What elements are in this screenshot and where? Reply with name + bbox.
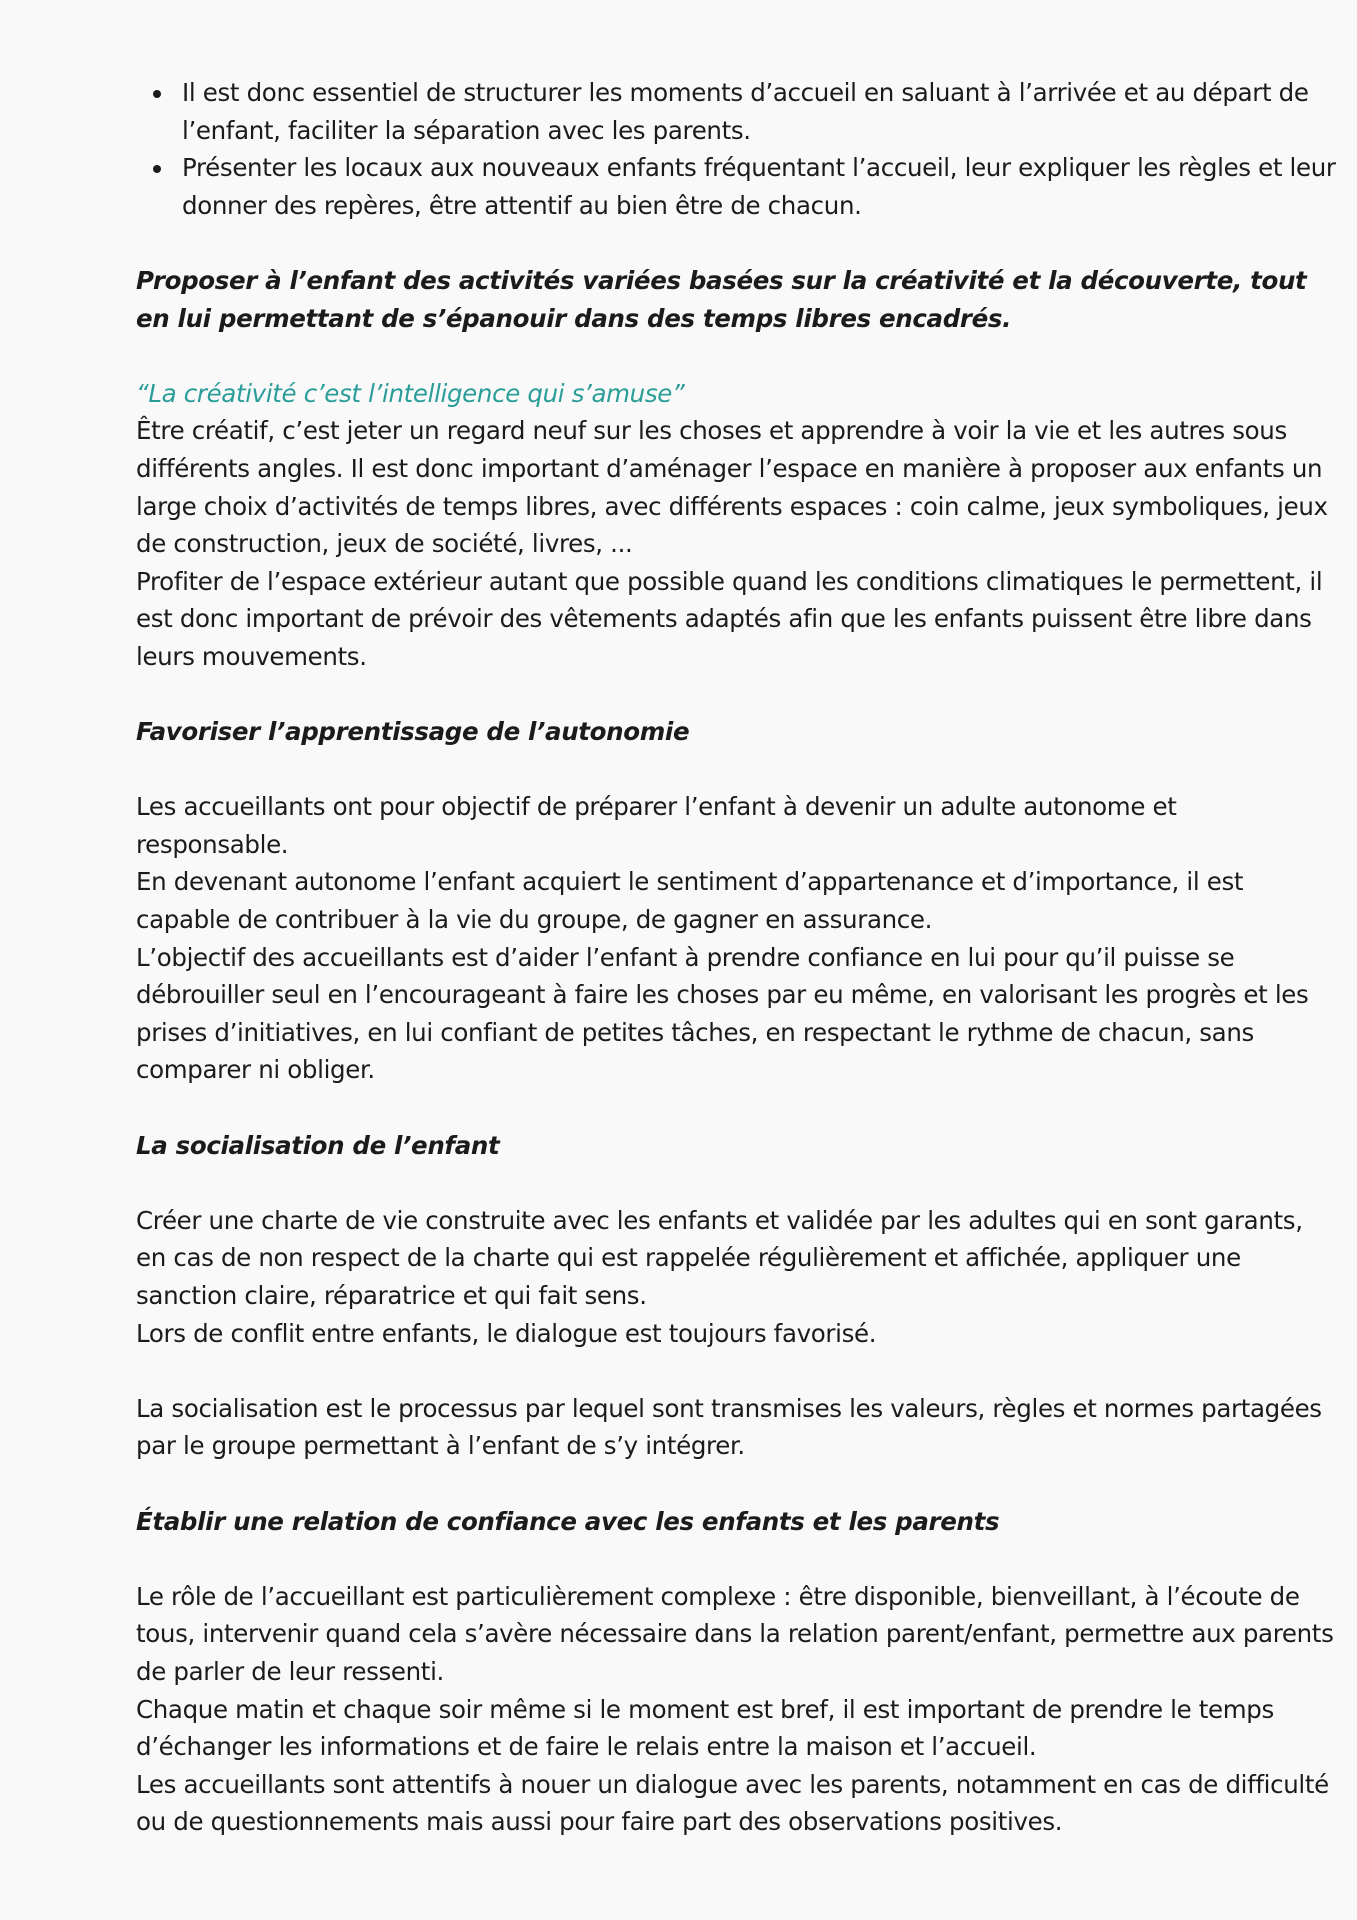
bullet-item: Présenter les locaux aux nouveaux enfants fréquentant l’accueil, leur expliquer les règles et leur donner des repères, être attentif au bien être de chacun. xyxy=(182,149,1336,224)
spacer xyxy=(136,1352,1336,1390)
paragraph: Les accueillants ont pour objectif de préparer l’enfant à devenir un adulte autonome et responsable. xyxy=(136,792,1177,859)
intro-bullet-list xyxy=(136,74,1336,224)
paragraph: Profiter de l’espace extérieur autant que possible quand les conditions climatiques le permettent, il est donc important de prévoir des vêtements adaptés afin que les enfants puissent être libre dans leurs mouvements. xyxy=(136,566,1323,671)
paragraph: Lors de conflit entre enfants, le dialogue est toujours favorisé. xyxy=(136,1318,877,1348)
paragraph: L’objectif des accueillants est d’aider l’enfant à prendre confiance en lui pour qu’il puisse se débrouiller seul en l’encourageant à faire les choses par eu même, en valorisant les progrès et les prises d’initiatives, en lui confiant de petites tâches, en respectant le rythme de chacun, sans comparer ni obliger. xyxy=(136,942,1309,1085)
paragraph: Les accueillants sont attentifs à nouer un dialogue avec les parents, notamment en cas de difficulté ou de questionnements mais aussi pour faire part des observations positives. xyxy=(136,1769,1329,1837)
quote: “La créativité c’est l’intelligence qui s’amuse” xyxy=(136,378,685,408)
paragraph: En devenant autonome l’enfant acquiert le sentiment d’appartenance et d’importance, il est capable de contribuer à la vie du groupe, de gagner en assurance. xyxy=(136,867,1244,935)
section-autonomy xyxy=(136,713,1336,1089)
spacer xyxy=(136,676,1336,714)
spacer xyxy=(136,337,1336,375)
section-heading: La socialisation de l’enfant xyxy=(136,1130,500,1160)
spacer xyxy=(136,1089,1336,1127)
paragraph: Être créatif, c’est jeter un regard neuf sur les choses et apprendre à voir la vie et les autres sous différents angles. Il est donc important d’aménager l’espace en manière à proposer aux enfants un large choix d’activités de temps libres, avec différents espaces : coin calme, jeux symboliques, jeux de construction, jeux de société, livres, ... xyxy=(136,416,1328,559)
paragraph: Chaque matin et chaque soir même si le moment est bref, il est important de prendre le temps d’échanger les informations et de faire le relais entre la maison et l’accueil. xyxy=(136,1694,1274,1762)
section-heading: Établir une relation de confiance avec les enfants et les parents xyxy=(136,1506,1000,1536)
spacer xyxy=(136,751,1336,789)
section-heading: Proposer à l’enfant des activités variées basées sur la créativité et la découverte, tout en lui permettant de s’épanouir dans des temps libres encadrés. xyxy=(136,265,1307,333)
section-creativity xyxy=(136,262,1336,676)
section-trust xyxy=(136,1503,1336,1841)
spacer xyxy=(136,1540,1336,1578)
spacer xyxy=(136,224,1336,262)
section-heading: Favoriser l’apprentissage de l’autonomie xyxy=(136,717,690,747)
document-page xyxy=(136,74,1336,1841)
spacer xyxy=(136,1164,1336,1202)
section-socialisation xyxy=(136,1127,1336,1465)
paragraph: Le rôle de l’accueillant est particulièrement complexe : être disponible, bienveillant, à l’écoute de tous, intervenir quand cela s’avère nécessaire dans la relation parent/enfant, permettre aux parents de parler de leur ressenti. xyxy=(136,1581,1334,1686)
spacer xyxy=(136,1465,1336,1503)
paragraph: Créer une charte de vie construite avec les enfants et validée par les adultes qui en sont garants, en cas de non respect de la charte qui est rappelée régulièrement et affichée, appliquer une sanction claire, réparatrice et qui fait sens. xyxy=(136,1205,1303,1310)
paragraph: La socialisation est le processus par lequel sont transmises les valeurs, règles et normes partagées par le groupe permettant à l’enfant de s’y intégrer. xyxy=(136,1393,1322,1461)
bullet-item: Il est donc essentiel de structurer les moments d’accueil en saluant à l’arrivée et au départ de l’enfant, faciliter la séparation avec les parents. xyxy=(182,74,1336,149)
